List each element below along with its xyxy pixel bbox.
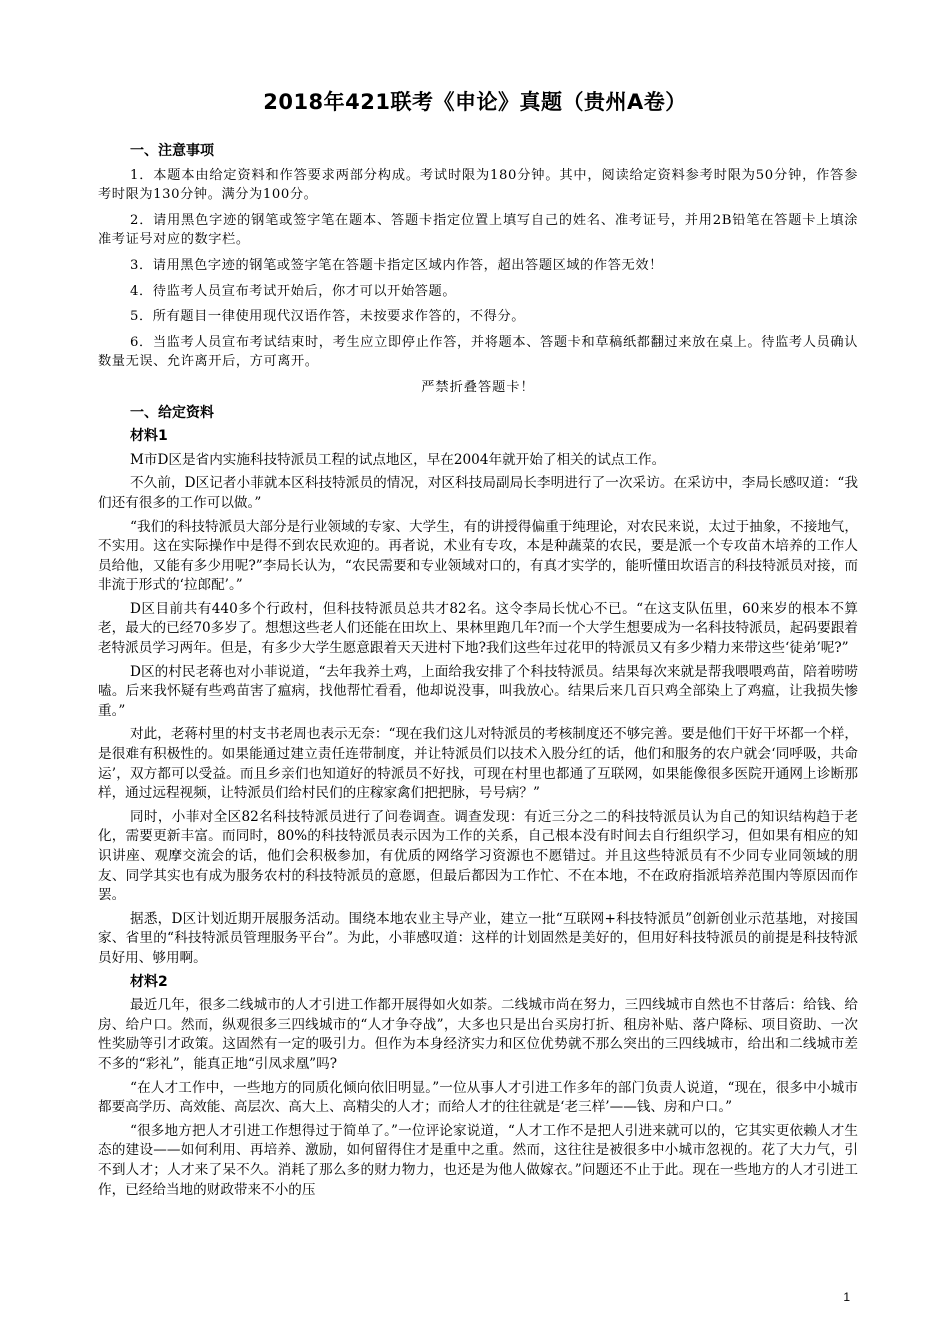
- notice-item-4: 4．待监考人员宣布考试开始后，你才可以开始答题。: [130, 283, 457, 299]
- notice-item-1: 1．本题本由给定资料和作答要求两部分构成。考试时限为180分钟。其中，阅读给定资料参考时限为50分钟，作答参考时限为130分钟。满分为100分。: [98, 167, 858, 203]
- warning-text: 严禁折叠答题卡！: [421, 379, 535, 395]
- material-1-paragraph: 不久前，D区记者小菲就本区科技特派员的情况，对区科技局副局长李明进行了一次采访。在采访中，李局长感叹道：“我们还有很多的工作可以做。”: [98, 475, 858, 511]
- notice-item-6: 6．当监考人员宣布考试结束时，考生应立即停止作答，并将题本、答题卡和草稿纸都翻过来放在桌上。待监考人员确认数量无误、允许离开后，方可离开。: [98, 334, 858, 370]
- material-1-paragraph: D区目前共有440多个行政村，但科技特派员总共才82名。这令李局长忧心不已。“在这支队伍里，60来岁的根本不算老，最大的已经70多岁了。想想这些老人们还能在田坎上、果林里跑几年?而一个大学生想要成为一名科技特派员，起码要跟着老特派员学习两年。但是，有多少大学生愿意跟着天天进村下地?我们这些年过花甲的特派员又有多少精力来带这些‘徒弟’呢?”: [98, 600, 858, 657]
- notice-item-2: 2．请用黑色字迹的钢笔或签字笔在题本、答题卡指定位置上填写自己的姓名、准考证号，并用2B铅笔在答题卡上填涂准考证号对应的数字栏。: [98, 212, 858, 248]
- page-number: 1: [843, 1290, 850, 1304]
- page-title: 2018年421联考《申论》真题（贵州A卷）: [263, 90, 687, 114]
- material-1-paragraph: 对此，老蒋村里的村支书老周也表示无奈：“现在我们这儿对特派员的考核制度还不够完善。要是他们干好干坏都一个样，是很难有积极性的。如果能通过建立责任连带制度，并让特派员们以技术入股分红的话，他们和服务的农户就会‘同呼吸，共命运’，双方都可以受益。而且乡亲们也知道好的特派员不好找，可现在村里也都通了互联网，如果能像很多医院开通网上诊断那样，通过远程视频，让特派员们给村民们的庄稼家禽们把把脉，号号病？”: [98, 726, 858, 802]
- material-1-paragraph: 同时，小菲对全区82名科技特派员进行了问卷调查。调查发现：有近三分之二的科技特派员认为自己的知识结构趋于老化，需要更新丰富。而同时，80%的科技特派员表示因为工作的关系，自己根本没有时间去自行组织学习，但如果有相应的知识讲座、观摩交流会的话，他们会积极参加，有优质的网络学习资源也不愿错过。并且这些特派员有不少同专业同领域的朋友、同学其实也有成为服务农村的科技特派员的意愿，但最后都因为工作忙、不在本地，不在政府指派培养范围内等原因而作罢。: [98, 808, 858, 904]
- section-heading-notice: 一、注意事项: [130, 143, 214, 159]
- document-body: [98, 142, 858, 1204]
- material-2-heading: 材料2: [130, 973, 168, 990]
- material-1-heading: 材料1: [130, 428, 168, 445]
- material-2-paragraph: 最近几年，很多二线城市的人才引进工作都开展得如火如荼。二线城市尚在努力，三四线城市自然也不甘落后：给钱、给房、给户口。然而，纵观很多三四线城市的“人才争夺战”，大多也只是出台买房打折、租房补贴、落户降标、项目资助、一次性奖励等引才政策。这固然有一定的吸引力。但作为本身经济实力和区位优势就不那么突出的三四线城市，给出和二线城市差不多的“彩礼”，能真正地“引凤求凰”吗?: [98, 997, 858, 1072]
- material-2-paragraph: “很多地方把人才引进工作想得过于简单了。”一位评论家说道，“人才工作不是把人引进来就可以的，它其实更依赖人才生态的建设——如何利用、再培养、激励，如何留得住才是重中之重。然而，这往往是被很多中小城市忽视的。花了大力气，引不到人才；人才来了呆不久。消耗了那么多的财力物力，也还是为他人做嫁衣。”问题还不止于此。现在一些地方的人才引进工作，已经给当地的财政带来不小的压: [98, 1122, 858, 1198]
- material-2-paragraph: “在人才工作中，一些地方的同质化倾向依旧明显。”一位从事人才引进工作多年的部门负责人说道，“现在，很多中小城市都要高学历、高效能、高层次、高大上、高精尖的人才；而给人才的往往就是‘老三样’——钱、房和户口。”: [98, 1079, 858, 1116]
- material-1-paragraph: “我们的科技特派员大部分是行业领域的专家、大学生，有的讲授得偏重于纯理论，对农民来说，太过于抽象，不接地气，不实用。这在实际操作中是得不到农民欢迎的。再者说，术业有专攻，本是种蔬菜的农民，要是派一个专攻苗木培养的工作人员给他，又能有多少用呢?”李局长认为，“农民需要和专业领域对口的，有真才实学的，能听懂田坎语言的科技特派员对接，而非流于形式的‘拉郎配’。”: [98, 518, 858, 594]
- notice-item-3: 3．请用黑色字迹的钢笔或签字笔在答题卡指定区域内作答，超出答题区域的作答无效！: [130, 257, 663, 273]
- material-1-paragraph: 据悉，D区计划近期开展服务活动。围绕本地农业主导产业，建立一批“互联网+科技特派员”创新创业示范基地，对接国家、省里的“科技特派员管理服务平台”。为此，小菲感叹道：这样的计划固然是美好的，但用好科技特派员的前提是科技特派员好用、够用啊。: [98, 910, 858, 966]
- material-1-paragraph: D区的村民老蒋也对小菲说道，“去年我养土鸡，上面给我安排了个科技特派员。结果每次来就是帮我喂喂鸡苗，陪着唠唠嗑。后来我怀疑有些鸡苗害了瘟病，找他帮忙看看，他却说没事，叫我放心。结果后来几百只鸡全部染上了鸡瘟，让我损失惨重。”: [98, 663, 858, 719]
- material-1-paragraph: M市D区是省内实施科技特派员工程的试点地区，早在2004年就开始了相关的试点工作。: [130, 451, 666, 468]
- notice-item-5: 5．所有题目一律使用现代汉语作答，未按要求作答的，不得分。: [130, 309, 526, 325]
- section-heading-materials: 一、给定资料: [130, 404, 214, 421]
